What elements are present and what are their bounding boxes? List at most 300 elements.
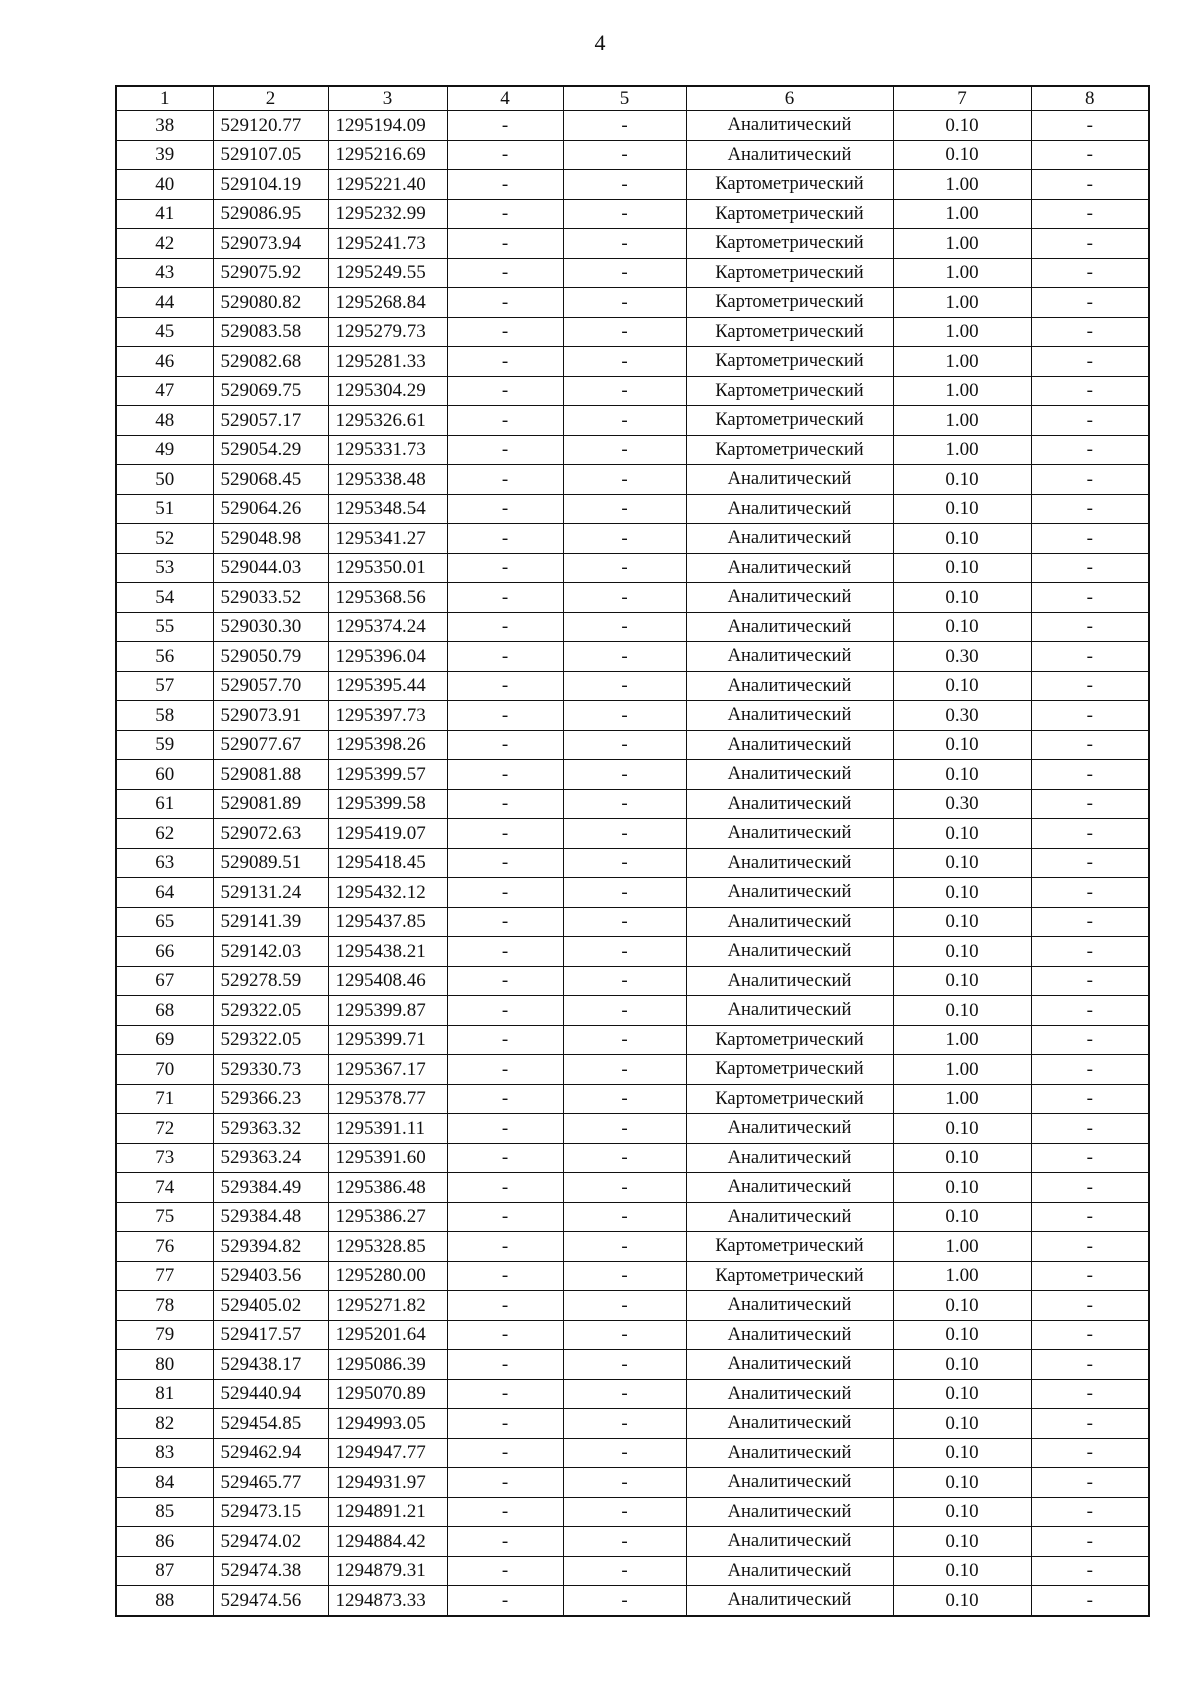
accuracy-cell: 0.30 (893, 789, 1031, 819)
table-row (116, 996, 1149, 1026)
col8-value-cell: - (1031, 760, 1149, 790)
table-header (116, 86, 1149, 111)
col8-value-cell: - (1031, 1320, 1149, 1350)
y-coordinate-cell: 1295268.84 (328, 288, 447, 318)
accuracy-cell: 0.10 (893, 878, 1031, 908)
col5-value-cell: - (563, 760, 686, 790)
accuracy-cell: 1.00 (893, 1055, 1031, 1085)
col5-value-cell: - (563, 1497, 686, 1527)
table-row (116, 878, 1149, 908)
accuracy-cell: 0.10 (893, 1202, 1031, 1232)
col8-value-cell: - (1031, 1409, 1149, 1439)
y-coordinate-cell: 1294884.42 (328, 1527, 447, 1557)
x-coordinate-cell: 529073.94 (213, 229, 328, 259)
point-number-cell: 40 (116, 170, 213, 200)
y-coordinate-cell: 1295281.33 (328, 347, 447, 377)
y-coordinate-cell: 1295241.73 (328, 229, 447, 259)
table-row (116, 524, 1149, 554)
y-coordinate-cell: 1295399.57 (328, 760, 447, 790)
col4-value-cell: - (447, 848, 563, 878)
y-coordinate-cell: 1295391.11 (328, 1114, 447, 1144)
col4-value-cell: - (447, 1497, 563, 1527)
table-row (116, 1497, 1149, 1527)
point-number-cell: 67 (116, 966, 213, 996)
x-coordinate-cell: 529384.48 (213, 1202, 328, 1232)
accuracy-cell: 1.00 (893, 376, 1031, 406)
x-coordinate-cell: 529465.77 (213, 1468, 328, 1498)
y-coordinate-cell: 1295397.73 (328, 701, 447, 731)
y-coordinate-cell: 1295367.17 (328, 1055, 447, 1085)
col4-value-cell: - (447, 1350, 563, 1380)
col8-value-cell: - (1031, 111, 1149, 141)
col5-value-cell: - (563, 406, 686, 436)
x-coordinate-cell: 529384.49 (213, 1173, 328, 1203)
col5-value-cell: - (563, 612, 686, 642)
accuracy-cell: 1.00 (893, 317, 1031, 347)
col4-value-cell: - (447, 288, 563, 318)
x-coordinate-cell: 529086.95 (213, 199, 328, 229)
method-cell: Картометрический (686, 435, 893, 465)
x-coordinate-cell: 529131.24 (213, 878, 328, 908)
point-number-cell: 80 (116, 1350, 213, 1380)
point-number-cell: 82 (116, 1409, 213, 1439)
point-number-cell: 77 (116, 1261, 213, 1291)
accuracy-cell: 0.10 (893, 730, 1031, 760)
table-row (116, 1468, 1149, 1498)
method-cell: Аналитический (686, 1350, 893, 1380)
point-number-cell: 53 (116, 553, 213, 583)
accuracy-cell: 0.10 (893, 1556, 1031, 1586)
method-cell: Аналитический (686, 848, 893, 878)
col8-value-cell: - (1031, 1379, 1149, 1409)
table-row (116, 1232, 1149, 1262)
table-row (116, 1084, 1149, 1114)
point-number-cell: 86 (116, 1527, 213, 1557)
x-coordinate-cell: 529440.94 (213, 1379, 328, 1409)
point-number-cell: 87 (116, 1556, 213, 1586)
accuracy-cell: 0.10 (893, 1320, 1031, 1350)
table-row (116, 1409, 1149, 1439)
col8-value-cell: - (1031, 553, 1149, 583)
col8-value-cell: - (1031, 1084, 1149, 1114)
method-cell: Картометрический (686, 199, 893, 229)
accuracy-cell: 0.10 (893, 996, 1031, 1026)
y-coordinate-cell: 1294891.21 (328, 1497, 447, 1527)
table-row (116, 258, 1149, 288)
x-coordinate-cell: 529120.77 (213, 111, 328, 141)
point-number-cell: 75 (116, 1202, 213, 1232)
col5-value-cell: - (563, 347, 686, 377)
point-number-cell: 85 (116, 1497, 213, 1527)
col8-value-cell: - (1031, 1497, 1149, 1527)
point-number-cell: 74 (116, 1173, 213, 1203)
accuracy-cell: 1.00 (893, 288, 1031, 318)
col8-value-cell: - (1031, 435, 1149, 465)
x-coordinate-cell: 529080.82 (213, 288, 328, 318)
table-row (116, 642, 1149, 672)
col5-value-cell: - (563, 1291, 686, 1321)
y-coordinate-cell: 1295374.24 (328, 612, 447, 642)
col4-value-cell: - (447, 1409, 563, 1439)
point-number-cell: 43 (116, 258, 213, 288)
method-cell: Аналитический (686, 140, 893, 170)
x-coordinate-cell: 529082.68 (213, 347, 328, 377)
x-coordinate-cell: 529104.19 (213, 170, 328, 200)
x-coordinate-cell: 529057.70 (213, 671, 328, 701)
x-coordinate-cell: 529474.56 (213, 1586, 328, 1616)
col8-value-cell: - (1031, 583, 1149, 613)
table-row (116, 229, 1149, 259)
column-header-5: 5 (563, 86, 686, 111)
y-coordinate-cell: 1295341.27 (328, 524, 447, 554)
method-cell: Картометрический (686, 1084, 893, 1114)
y-coordinate-cell: 1295432.12 (328, 878, 447, 908)
col8-value-cell: - (1031, 1527, 1149, 1557)
col4-value-cell: - (447, 819, 563, 849)
method-cell: Аналитический (686, 1143, 893, 1173)
method-cell: Аналитический (686, 465, 893, 495)
col5-value-cell: - (563, 1320, 686, 1350)
method-cell: Аналитический (686, 760, 893, 790)
y-coordinate-cell: 1295386.27 (328, 1202, 447, 1232)
col4-value-cell: - (447, 1527, 563, 1557)
y-coordinate-cell: 1295216.69 (328, 140, 447, 170)
x-coordinate-cell: 529438.17 (213, 1350, 328, 1380)
accuracy-cell: 0.10 (893, 583, 1031, 613)
method-cell: Картометрический (686, 258, 893, 288)
y-coordinate-cell: 1295232.99 (328, 199, 447, 229)
col4-value-cell: - (447, 701, 563, 731)
col5-value-cell: - (563, 111, 686, 141)
table-row (116, 1173, 1149, 1203)
point-number-cell: 71 (116, 1084, 213, 1114)
point-number-cell: 47 (116, 376, 213, 406)
col8-value-cell: - (1031, 494, 1149, 524)
table-row (116, 1320, 1149, 1350)
x-coordinate-cell: 529366.23 (213, 1084, 328, 1114)
accuracy-cell: 0.10 (893, 524, 1031, 554)
table-row (116, 789, 1149, 819)
point-number-cell: 48 (116, 406, 213, 436)
y-coordinate-cell: 1295201.64 (328, 1320, 447, 1350)
table-row (116, 819, 1149, 849)
y-coordinate-cell: 1295396.04 (328, 642, 447, 672)
method-cell: Картометрический (686, 1025, 893, 1055)
col5-value-cell: - (563, 435, 686, 465)
accuracy-cell: 1.00 (893, 1025, 1031, 1055)
col5-value-cell: - (563, 1468, 686, 1498)
x-coordinate-cell: 529081.89 (213, 789, 328, 819)
col5-value-cell: - (563, 553, 686, 583)
col8-value-cell: - (1031, 1438, 1149, 1468)
accuracy-cell: 0.10 (893, 848, 1031, 878)
method-cell: Аналитический (686, 937, 893, 967)
col5-value-cell: - (563, 258, 686, 288)
point-number-cell: 64 (116, 878, 213, 908)
method-cell: Аналитический (686, 1320, 893, 1350)
col8-value-cell: - (1031, 524, 1149, 554)
accuracy-cell: 1.00 (893, 1232, 1031, 1262)
point-number-cell: 60 (116, 760, 213, 790)
x-coordinate-cell: 529075.92 (213, 258, 328, 288)
col8-value-cell: - (1031, 199, 1149, 229)
col5-value-cell: - (563, 819, 686, 849)
col4-value-cell: - (447, 583, 563, 613)
point-number-cell: 66 (116, 937, 213, 967)
x-coordinate-cell: 529474.38 (213, 1556, 328, 1586)
table-row (116, 1556, 1149, 1586)
table-row (116, 435, 1149, 465)
col8-value-cell: - (1031, 1556, 1149, 1586)
col4-value-cell: - (447, 140, 563, 170)
col5-value-cell: - (563, 878, 686, 908)
table-row (116, 1143, 1149, 1173)
accuracy-cell: 0.10 (893, 494, 1031, 524)
accuracy-cell: 0.10 (893, 1350, 1031, 1380)
accuracy-cell: 0.10 (893, 1468, 1031, 1498)
x-coordinate-cell: 529064.26 (213, 494, 328, 524)
x-coordinate-cell: 529068.45 (213, 465, 328, 495)
method-cell: Аналитический (686, 701, 893, 731)
point-number-cell: 72 (116, 1114, 213, 1144)
col4-value-cell: - (447, 1025, 563, 1055)
x-coordinate-cell: 529454.85 (213, 1409, 328, 1439)
method-cell: Аналитический (686, 1173, 893, 1203)
method-cell: Картометрический (686, 288, 893, 318)
y-coordinate-cell: 1295070.89 (328, 1379, 447, 1409)
x-coordinate-cell: 529073.91 (213, 701, 328, 731)
accuracy-cell: 1.00 (893, 170, 1031, 200)
col4-value-cell: - (447, 1202, 563, 1232)
col5-value-cell: - (563, 642, 686, 672)
y-coordinate-cell: 1295221.40 (328, 170, 447, 200)
y-coordinate-cell: 1295438.21 (328, 937, 447, 967)
col5-value-cell: - (563, 199, 686, 229)
method-cell: Аналитический (686, 1497, 893, 1527)
table-row (116, 288, 1149, 318)
point-number-cell: 57 (116, 671, 213, 701)
col8-value-cell: - (1031, 288, 1149, 318)
table-row (116, 1438, 1149, 1468)
col5-value-cell: - (563, 1350, 686, 1380)
y-coordinate-cell: 1294931.97 (328, 1468, 447, 1498)
col4-value-cell: - (447, 1468, 563, 1498)
y-coordinate-cell: 1295328.85 (328, 1232, 447, 1262)
col8-value-cell: - (1031, 258, 1149, 288)
accuracy-cell: 0.10 (893, 1291, 1031, 1321)
y-coordinate-cell: 1295418.45 (328, 848, 447, 878)
point-number-cell: 39 (116, 140, 213, 170)
accuracy-cell: 0.10 (893, 553, 1031, 583)
col4-value-cell: - (447, 789, 563, 819)
x-coordinate-cell: 529405.02 (213, 1291, 328, 1321)
col4-value-cell: - (447, 1379, 563, 1409)
accuracy-cell: 1.00 (893, 1084, 1031, 1114)
point-number-cell: 68 (116, 996, 213, 1026)
point-number-cell: 49 (116, 435, 213, 465)
col8-value-cell: - (1031, 1350, 1149, 1380)
col4-value-cell: - (447, 317, 563, 347)
col4-value-cell: - (447, 671, 563, 701)
col4-value-cell: - (447, 1055, 563, 1085)
col4-value-cell: - (447, 996, 563, 1026)
accuracy-cell: 0.30 (893, 701, 1031, 731)
y-coordinate-cell: 1295386.48 (328, 1173, 447, 1203)
y-coordinate-cell: 1294993.05 (328, 1409, 447, 1439)
point-number-cell: 63 (116, 848, 213, 878)
accuracy-cell: 1.00 (893, 347, 1031, 377)
table-row (116, 1025, 1149, 1055)
accuracy-cell: 1.00 (893, 406, 1031, 436)
col8-value-cell: - (1031, 642, 1149, 672)
col5-value-cell: - (563, 1143, 686, 1173)
col4-value-cell: - (447, 1438, 563, 1468)
y-coordinate-cell: 1295348.54 (328, 494, 447, 524)
col8-value-cell: - (1031, 1143, 1149, 1173)
x-coordinate-cell: 529278.59 (213, 966, 328, 996)
column-header-6: 6 (686, 86, 893, 111)
method-cell: Аналитический (686, 1202, 893, 1232)
col4-value-cell: - (447, 1291, 563, 1321)
table-row (116, 376, 1149, 406)
method-cell: Картометрический (686, 347, 893, 377)
point-number-cell: 51 (116, 494, 213, 524)
y-coordinate-cell: 1294947.77 (328, 1438, 447, 1468)
col8-value-cell: - (1031, 730, 1149, 760)
method-cell: Аналитический (686, 111, 893, 141)
y-coordinate-cell: 1294873.33 (328, 1586, 447, 1616)
method-cell: Аналитический (686, 1586, 893, 1616)
col5-value-cell: - (563, 671, 686, 701)
y-coordinate-cell: 1295419.07 (328, 819, 447, 849)
col8-value-cell: - (1031, 612, 1149, 642)
point-number-cell: 58 (116, 701, 213, 731)
table-row (116, 907, 1149, 937)
table-row (116, 937, 1149, 967)
method-cell: Аналитический (686, 1291, 893, 1321)
y-coordinate-cell: 1295391.60 (328, 1143, 447, 1173)
method-cell: Аналитический (686, 907, 893, 937)
col5-value-cell: - (563, 170, 686, 200)
col5-value-cell: - (563, 1084, 686, 1114)
y-coordinate-cell: 1295408.46 (328, 966, 447, 996)
table-row (116, 494, 1149, 524)
col8-value-cell: - (1031, 996, 1149, 1026)
col5-value-cell: - (563, 1409, 686, 1439)
y-coordinate-cell: 1295399.71 (328, 1025, 447, 1055)
table-row (116, 583, 1149, 613)
col5-value-cell: - (563, 140, 686, 170)
x-coordinate-cell: 529072.63 (213, 819, 328, 849)
col5-value-cell: - (563, 524, 686, 554)
accuracy-cell: 0.10 (893, 1173, 1031, 1203)
x-coordinate-cell: 529322.05 (213, 1025, 328, 1055)
col4-value-cell: - (447, 612, 563, 642)
table-body (116, 111, 1149, 1616)
col8-value-cell: - (1031, 1261, 1149, 1291)
point-number-cell: 81 (116, 1379, 213, 1409)
table-row (116, 1291, 1149, 1321)
accuracy-cell: 0.10 (893, 671, 1031, 701)
col5-value-cell: - (563, 1586, 686, 1616)
col4-value-cell: - (447, 1556, 563, 1586)
method-cell: Аналитический (686, 878, 893, 908)
method-cell: Аналитический (686, 524, 893, 554)
col8-value-cell: - (1031, 789, 1149, 819)
accuracy-cell: 0.10 (893, 111, 1031, 141)
col5-value-cell: - (563, 288, 686, 318)
col4-value-cell: - (447, 760, 563, 790)
method-cell: Картометрический (686, 406, 893, 436)
accuracy-cell: 1.00 (893, 1261, 1031, 1291)
coordinates-table (115, 85, 1150, 1617)
method-cell: Картометрический (686, 376, 893, 406)
method-cell: Аналитический (686, 642, 893, 672)
table-row (116, 1114, 1149, 1144)
column-header-7: 7 (893, 86, 1031, 111)
accuracy-cell: 0.30 (893, 642, 1031, 672)
col5-value-cell: - (563, 966, 686, 996)
col5-value-cell: - (563, 848, 686, 878)
accuracy-cell: 0.10 (893, 1409, 1031, 1439)
col4-value-cell: - (447, 199, 563, 229)
x-coordinate-cell: 529089.51 (213, 848, 328, 878)
y-coordinate-cell: 1295399.87 (328, 996, 447, 1026)
table-row (116, 1202, 1149, 1232)
point-number-cell: 46 (116, 347, 213, 377)
x-coordinate-cell: 529363.24 (213, 1143, 328, 1173)
accuracy-cell: 0.10 (893, 1143, 1031, 1173)
y-coordinate-cell: 1295280.00 (328, 1261, 447, 1291)
y-coordinate-cell: 1295399.58 (328, 789, 447, 819)
table-row (116, 848, 1149, 878)
accuracy-cell: 0.10 (893, 907, 1031, 937)
col4-value-cell: - (447, 642, 563, 672)
col5-value-cell: - (563, 1379, 686, 1409)
accuracy-cell: 0.10 (893, 1586, 1031, 1616)
table-row (116, 730, 1149, 760)
x-coordinate-cell: 529044.03 (213, 553, 328, 583)
point-number-cell: 62 (116, 819, 213, 849)
col8-value-cell: - (1031, 140, 1149, 170)
method-cell: Аналитический (686, 1438, 893, 1468)
point-number-cell: 44 (116, 288, 213, 318)
col8-value-cell: - (1031, 1025, 1149, 1055)
col4-value-cell: - (447, 1143, 563, 1173)
col5-value-cell: - (563, 1438, 686, 1468)
y-coordinate-cell: 1295437.85 (328, 907, 447, 937)
col8-value-cell: - (1031, 1055, 1149, 1085)
accuracy-cell: 0.10 (893, 1114, 1031, 1144)
y-coordinate-cell: 1295304.29 (328, 376, 447, 406)
method-cell: Аналитический (686, 1379, 893, 1409)
y-coordinate-cell: 1294879.31 (328, 1556, 447, 1586)
col5-value-cell: - (563, 730, 686, 760)
accuracy-cell: 1.00 (893, 229, 1031, 259)
col5-value-cell: - (563, 789, 686, 819)
point-number-cell: 83 (116, 1438, 213, 1468)
col8-value-cell: - (1031, 347, 1149, 377)
x-coordinate-cell: 529474.02 (213, 1527, 328, 1557)
method-cell: Картометрический (686, 1055, 893, 1085)
col8-value-cell: - (1031, 848, 1149, 878)
method-cell: Аналитический (686, 494, 893, 524)
point-number-cell: 88 (116, 1586, 213, 1616)
table-row (116, 671, 1149, 701)
col8-value-cell: - (1031, 406, 1149, 436)
y-coordinate-cell: 1295368.56 (328, 583, 447, 613)
x-coordinate-cell: 529403.56 (213, 1261, 328, 1291)
